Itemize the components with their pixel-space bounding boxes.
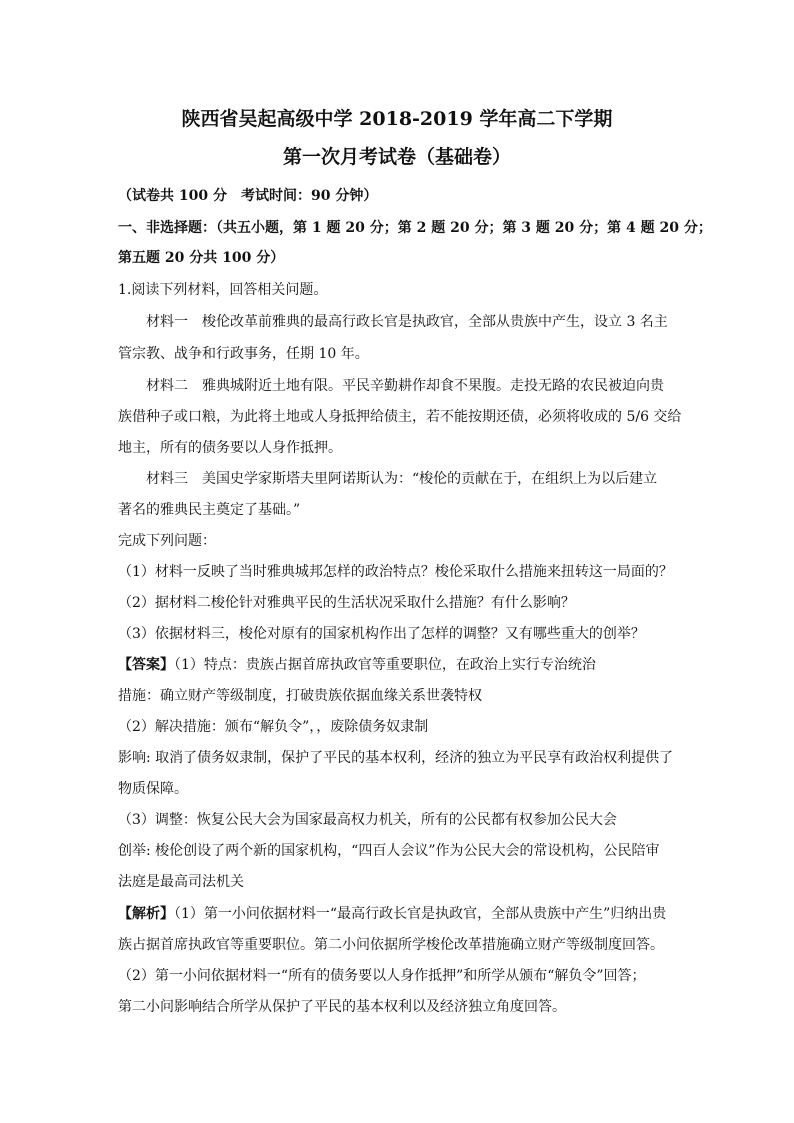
answer-label: 【答案】 — [118, 657, 174, 673]
material-2-line-3: 地主，所有的债务要以人身作抵押。 — [118, 440, 342, 456]
analysis-line-1 — [118, 904, 678, 924]
analysis-label: 【解析】 — [118, 906, 174, 922]
answer-line-6: （3）调整：恢复公民大会为国家最高权力机关，所有的公民都有权参加公民大会 — [118, 812, 617, 828]
analysis-line-3: （2）第一小问依据材料一“所有的债务要以人身作抵押”和所学从颁布“解负令”回答； — [118, 968, 646, 984]
answer-line-3: （2）解决措施：颁布“解负令”，，废除债务奴隶制 — [118, 719, 429, 735]
document-title-line-1: 陕西省吴起高级中学 2018-2019 学年高二下学期 — [181, 108, 613, 130]
answer-line-4: 影响: 取消了债务奴隶制，保护了平民的基本权利，经济的独立为平民享有政治权利提供了 — [118, 750, 674, 766]
material-2-line-2: 族借种子或口粮，为此将土地或人身抵押给债主，若不能按期还债，必须将收成的 5/6 交给 — [118, 409, 682, 425]
sub-question-2: （2）据材料二梭伦针对雅典平民的生活状况采取什么措施？有什么影响？ — [118, 595, 575, 611]
exam-info: （试卷共 100 分 考试时间：90 分钟） — [118, 188, 378, 204]
section-heading-line-1: 一、非选择题：（共五小题，第 1 题 20 分；第 2 题 20 分；第 3 题 20 分；第 4 题 20 分； — [118, 220, 712, 236]
analysis-text-1: （1）第一小问依据材料一“最高行政长官是执政官，全部从贵族中产生”归纳出贵 — [174, 906, 667, 922]
section-heading-line-2: 第五题 20 分共 100 分） — [118, 250, 285, 266]
material-1-line-2: 管宗教、战争和行政事务，任期 10 年。 — [118, 346, 369, 362]
complete-prompt: 完成下列问题： — [118, 533, 216, 549]
answer-line-5: 物质保障。 — [118, 781, 188, 797]
answer-line-7: 创举: 梭伦创设了两个新的国家机构，“四百人会议”作为公民大会的常设机构，公民陪审 — [118, 843, 660, 859]
analysis-line-4: 第二小问影响结合所学从保护了平民的基本权利以及经济独立角度回答。 — [118, 999, 566, 1015]
sub-question-3: （3）依据材料三，梭伦对原有的国家机构作出了怎样的调整？又有哪些重大的创举？ — [118, 626, 645, 642]
material-3-line-1: 材料三 美国史学家斯塔夫里阿诺斯认为：“梭伦的贡献在于，在组织上为以后建立 — [146, 471, 658, 487]
answer-line-1 — [118, 655, 678, 675]
analysis-line-2: 族占据首席执政官等重要职位。第二小问依据所学梭伦改革措施确立财产等级制度回答。 — [118, 937, 664, 953]
material-1-line-1: 材料一 梭伦改革前雅典的最高行政长官是执政官，全部从贵族中产生，设立 3 名主 — [146, 314, 668, 330]
material-3-line-2: 著名的雅典民主奠定了基础。” — [118, 502, 301, 518]
answer-text-1: （1）特点：贵族占据首席执政官等重要职位，在政治上实行专治统治 — [174, 657, 596, 673]
sub-question-1: （1）材料一反映了当时雅典城邦怎样的政治特点？梭伦采取什么措施来扭转这一局面的？ — [118, 564, 673, 580]
answer-line-2: 措施：确立财产等级制度，打破贵族依据血缘关系世袭特权 — [118, 688, 482, 704]
answer-line-8: 法庭是最高司法机关 — [118, 874, 244, 890]
material-2-line-1: 材料二 雅典城附近土地有限。平民辛勤耕作却食不果腹。走投无路的农民被迫向贵 — [146, 378, 664, 394]
document-title-line-2: 第一次月考试卷（基础卷） — [282, 146, 511, 168]
question-1-intro: 1.阅读下列材料，回答相关问题。 — [118, 282, 328, 298]
